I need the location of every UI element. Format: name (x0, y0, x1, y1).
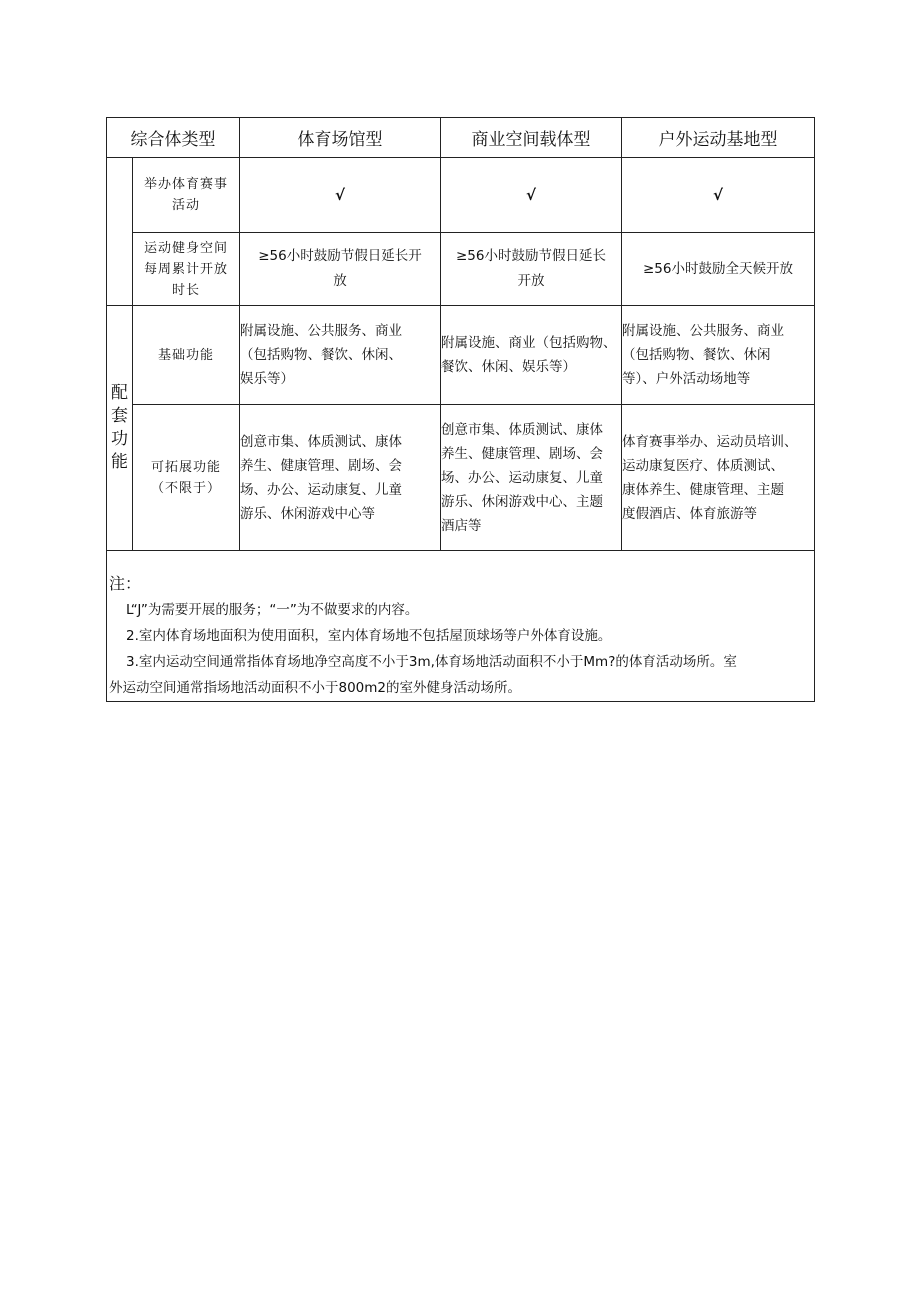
text-line: 创意市集、体质测试、康体 (240, 433, 402, 450)
table-header-row (107, 118, 815, 158)
group-label-char: 套 (111, 406, 128, 426)
text-line: （包括购物、餐饮、休闲 (622, 347, 771, 363)
basic-outdoor (622, 306, 815, 405)
text-line: 创意市集、体质测试、康体 (441, 421, 603, 438)
text-line: 场、办公、运动康复、儿童 (240, 481, 402, 498)
row-label-events-line2: 活动 (171, 198, 200, 213)
note-item: 2.室内体育场地面积为使用面积，室内体育场地不包括屋顶球场等户外体育设施。 (126, 628, 612, 644)
text-line: 康体养生、健康管理、主题 (622, 481, 784, 498)
row-label-hours-line2: 每周累计开放 (143, 261, 228, 277)
hours-outdoor: ≥56小时鼓励全天候开放 (622, 233, 815, 306)
extended-commercial (441, 405, 622, 551)
text-line: 附属设施、公共服务、商业 (240, 323, 402, 339)
row-label-extended-line1: 可拓展功能 (150, 459, 221, 475)
text-line: （包括购物、餐饮、休闲、 (240, 347, 402, 363)
basic-stadium (240, 306, 441, 405)
document-page (106, 117, 814, 702)
row-label-hours-line3: 时长 (171, 282, 200, 298)
supporting-functions-label (107, 306, 133, 551)
header-outdoor-type: 户外运动基地型 (622, 118, 815, 158)
text-line: 餐饮、休闲、娱乐等） (441, 359, 576, 375)
group-label-char: 能 (111, 452, 128, 472)
row-label-basic: 基础功能 (133, 306, 240, 405)
group-label-char: 配 (111, 383, 128, 403)
text-line: 附属设施、商业（包括购物、 (441, 335, 617, 351)
text-line: 酒店等 (441, 517, 482, 534)
text-line: 度假酒店、体育旅游等 (622, 505, 757, 522)
hours-commercial-line2: 开放 (517, 273, 545, 289)
facility-type-table (106, 117, 815, 702)
check-mark: √ (441, 158, 622, 233)
notes-row (107, 551, 815, 702)
table-row-basic (107, 306, 815, 405)
extended-stadium (240, 405, 441, 551)
hours-commercial (441, 233, 622, 306)
hours-stadium-line1: ≥56小时鼓励节假日延长开 (258, 248, 422, 264)
row-label-extended (133, 405, 240, 551)
row-label-extended-line2: （不限于） (150, 480, 221, 496)
text-line: 附属设施、公共服务、商业 (622, 323, 784, 339)
note-item: 3.室内运动空间通常指体育场地净空高度不小于3m,体育场地活动面积不小于Mm?的体育活动场所。室 (126, 654, 737, 670)
text-line: 养生、健康管理、剧场、会 (441, 445, 603, 462)
table-row-events (107, 158, 815, 233)
note-item: L“J”为需要开展的服务；“一”为不做要求的内容。 (126, 602, 419, 618)
blank-group-cell (107, 158, 133, 306)
hours-stadium-line2: 放 (333, 273, 347, 289)
notes-cell (107, 551, 815, 702)
notes-title: 注： (109, 574, 142, 593)
row-label-hours-line1: 运动健身空间 (143, 240, 228, 256)
table-row-extended (107, 405, 815, 551)
basic-commercial (441, 306, 622, 405)
text-line: 运动康复医疗、体质测试、 (622, 457, 784, 474)
text-line: 等）、户外活动场地等 (622, 371, 751, 387)
row-label-events-line1: 举办体育赛事 (143, 177, 228, 192)
note-item-continuation: 外运动空间通常指场地活动面积不小于800m2的室外健身活动场所。 (109, 680, 522, 696)
hours-commercial-line1: ≥56小时鼓励节假日延长 (456, 248, 606, 264)
text-line: 娱乐等） (240, 371, 294, 387)
text-line: 养生、健康管理、剧场、会 (240, 457, 402, 474)
check-mark: √ (622, 158, 815, 233)
text-line: 游乐、休闲游戏中心等 (240, 505, 375, 522)
row-label-events (133, 158, 240, 233)
hours-stadium (240, 233, 441, 306)
text-line: 体育赛事举办、运动员培训、 (622, 433, 798, 450)
check-mark: √ (240, 158, 441, 233)
row-label-hours (133, 233, 240, 306)
text-line: 场、办公、运动康复、儿童 (441, 469, 603, 486)
notes-block (107, 551, 814, 701)
table-row-hours (107, 233, 815, 306)
header-stadium-type: 体育场馆型 (240, 118, 441, 158)
text-line: 游乐、休闲游戏中心、主题 (441, 493, 603, 510)
group-label-char: 功 (111, 429, 128, 449)
header-type-label: 综合体类型 (107, 118, 240, 158)
header-commercial-type: 商业空间载体型 (441, 118, 622, 158)
extended-outdoor (622, 405, 815, 551)
